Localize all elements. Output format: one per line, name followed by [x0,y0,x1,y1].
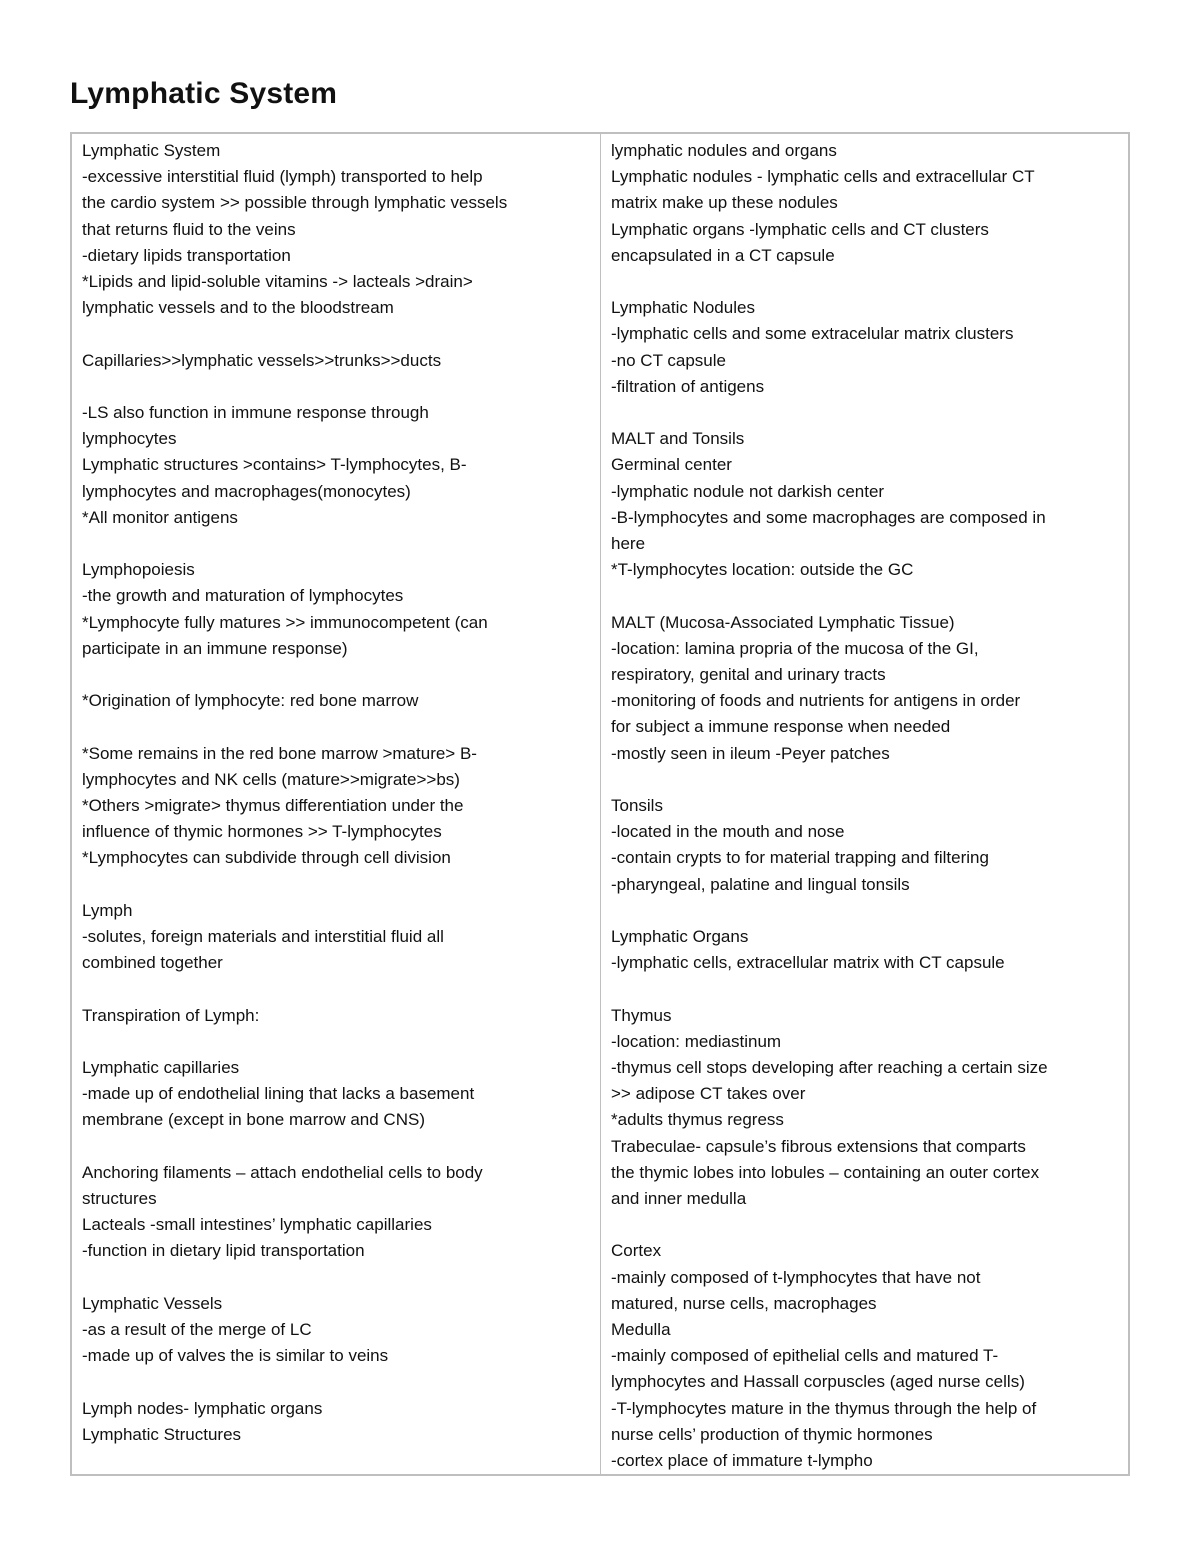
left-column-line: Lymphopoiesis [82,560,195,580]
right-column-line: -lymphatic nodule not darkish center [611,481,885,501]
right-column-line [611,583,1120,609]
left-column-line [82,531,592,557]
page-title: Lymphatic System [70,77,338,110]
right-column-line [611,269,1120,295]
right-column-line: Lymphatic Nodules [611,298,755,318]
left-column-line: influence of thymic hormones >> T-lymphocytes [82,822,442,842]
right-column-line: -T-lymphocytes mature in the thymus through the help of [611,1398,1037,1418]
left-column-line: the cardio system >> possible through lymphatic vessels [82,193,508,213]
left-column-line [82,1134,592,1160]
left-column-line: lymphocytes and macrophages(monocytes) [82,481,411,501]
right-column-line [611,400,1120,426]
right-column-line: -no CT capsule [611,350,726,370]
left-column-line [82,662,592,688]
right-column-line: -mainly composed of t-lymphocytes that have not [611,1267,981,1287]
right-column-line: -located in the mouth and nose [611,822,845,842]
right-column-line: Lymphatic organs -lymphatic cells and CT clusters [611,219,989,239]
left-column-line: -the growth and maturation of lymphocytes [82,586,404,606]
left-column-line [82,1369,592,1395]
left-column-line: combined together [82,953,223,973]
right-column-line: -thymus cell stops developing after reaching a certain size [611,1058,1048,1078]
right-column-line: *T-lymphocytes location: outside the GC [611,560,914,580]
right-column-line: -location: lamina propria of the mucosa of the GI, [611,638,979,658]
right-column-line [611,767,1120,793]
left-column-line: Lymph [82,900,133,920]
left-column-line: that returns fluid to the veins [82,219,296,239]
right-column-line: -mainly composed of epithelial cells and matured T- [611,1346,999,1366]
left-column-line: *Lipids and lipid-soluble vitamins -> lacteals >drain> [82,272,473,292]
left-column-line: Lymphatic Structures [82,1424,242,1444]
left-column-line: Lymphatic Vessels [82,1293,223,1313]
right-column-line [611,1212,1120,1238]
left-column-line: membrane (except in bone marrow and CNS) [82,1110,425,1130]
right-column-line: for subject a immune response when needed [611,717,951,737]
right-column-line: Tonsils [611,796,663,816]
left-column-line [82,1029,592,1055]
left-column-line: -as a result of the merge of LC [82,1319,312,1339]
left-column-line [82,1265,592,1291]
right-column-line: -contain crypts to for material trapping and filtering [611,848,989,868]
left-column-line: participate in an immune response) [82,638,348,658]
left-column-line: structures [82,1188,157,1208]
notes-table [70,132,1130,1476]
right-column-line: -B-lymphocytes and some macrophages are composed in [611,507,1046,527]
right-column-line: -location: mediastinum [611,1031,782,1051]
left-column-line: -dietary lipids transportation [82,245,291,265]
right-column-line: the thymic lobes into lobules – containing an outer cortex [611,1162,1040,1182]
left-column-line: Transpiration of Lymph: [82,1005,260,1025]
left-column-line [82,374,592,400]
left-column-line: -made up of endothelial lining that lacks a basement [82,1084,475,1104]
right-column-line: -filtration of antigens [611,376,765,396]
right-column-line: -monitoring of foods and nutrients for antigens in order [611,691,1021,711]
left-column-line: *Origination of lymphocyte: red bone marrow [82,691,419,711]
right-column-line: -cortex place of immature t-lympho [611,1451,873,1471]
left-column-line: *Lymphocyte fully matures >> immunocompetent (can [82,612,488,632]
right-column-line: nurse cells’ production of thymic hormones [611,1424,933,1444]
left-column-line: -excessive interstitial fluid (lymph) transported to help [82,167,483,187]
right-column-line: Lymphatic Organs [611,927,749,947]
left-column-line: *Some remains in the red bone marrow >mature> B- [82,743,477,763]
right-column-line: -pharyngeal, palatine and lingual tonsils [611,874,910,894]
right-column-line: -mostly seen in ileum -Peyer patches [611,743,890,763]
left-column-line: -function in dietary lipid transportation [82,1241,365,1261]
right-column-line: matured, nurse cells, macrophages [611,1293,877,1313]
left-column-line [82,872,592,898]
right-column-line [611,898,1120,924]
right-column-line: -lymphatic cells, extracellular matrix with CT capsule [611,953,1005,973]
left-column-line: lymphocytes [82,429,177,449]
left-column-line: Lymph nodes- lymphatic organs [82,1398,323,1418]
right-column-line: matrix make up these nodules [611,193,838,213]
right-column-line: Lymphatic nodules - lymphatic cells and extracellular CT [611,167,1035,187]
right-column-line: here [611,534,646,554]
left-column-line: *All monitor antigens [82,507,238,527]
right-column-line: Thymus [611,1005,672,1025]
right-column-line [611,976,1120,1002]
right-column-line: lymphocytes and Hassall corpuscles (aged nurse cells) [611,1372,1025,1392]
left-column-line: -solutes, foreign materials and interstitial fluid all [82,927,444,946]
right-column-line: lymphatic nodules and organs [611,141,837,160]
left-column-line: lymphocytes and NK cells (mature>>migrate>>bs) [82,769,460,789]
right-column-line: respiratory, genital and urinary tracts [611,665,886,685]
right-column-line: Medulla [611,1320,671,1340]
right-column-line: MALT (Mucosa-Associated Lymphatic Tissue) [611,612,955,632]
left-column-line: Lymphatic structures >contains> T-lymphocytes, B- [82,455,467,475]
right-column-line: *adults thymus regress [611,1110,784,1130]
left-column [72,134,601,1474]
right-column-line: MALT and Tonsils [611,429,745,449]
right-column-line: Trabeculae- capsule’s fibrous extensions that comparts [611,1136,1026,1156]
left-column-line: -LS also function in immune response through [82,403,429,422]
left-column-line: -made up of valves the is similar to veins [82,1346,389,1366]
left-column-line: Anchoring filaments – attach endothelial cells to body [82,1162,483,1182]
right-column-line: encapsulated in a CT capsule [611,245,835,265]
left-column-line [82,976,592,1002]
right-column [601,134,1128,1474]
left-column-line: *Lymphocytes can subdivide through cell division [82,848,451,868]
left-column-line: lymphatic vessels and to the bloodstream [82,298,394,318]
left-column-line: Lacteals -small intestines’ lymphatic capillaries [82,1215,432,1235]
left-column-line: Capillaries>>lymphatic vessels>>trunks>>ducts [82,350,442,370]
left-column-line: Lymphatic capillaries [82,1057,240,1077]
right-column-line: Germinal center [611,455,732,475]
left-column-line [82,321,592,347]
right-column-line: -lymphatic cells and some extracelular matrix clusters [611,324,1014,344]
left-column-line [82,714,592,740]
left-column-line: *Others >migrate> thymus differentiation under the [82,796,464,815]
right-column-line: Cortex [611,1241,662,1261]
left-column-line: Lymphatic System [82,141,221,160]
right-column-line: >> adipose CT takes over [611,1084,806,1104]
right-column-line: and inner medulla [611,1189,747,1209]
